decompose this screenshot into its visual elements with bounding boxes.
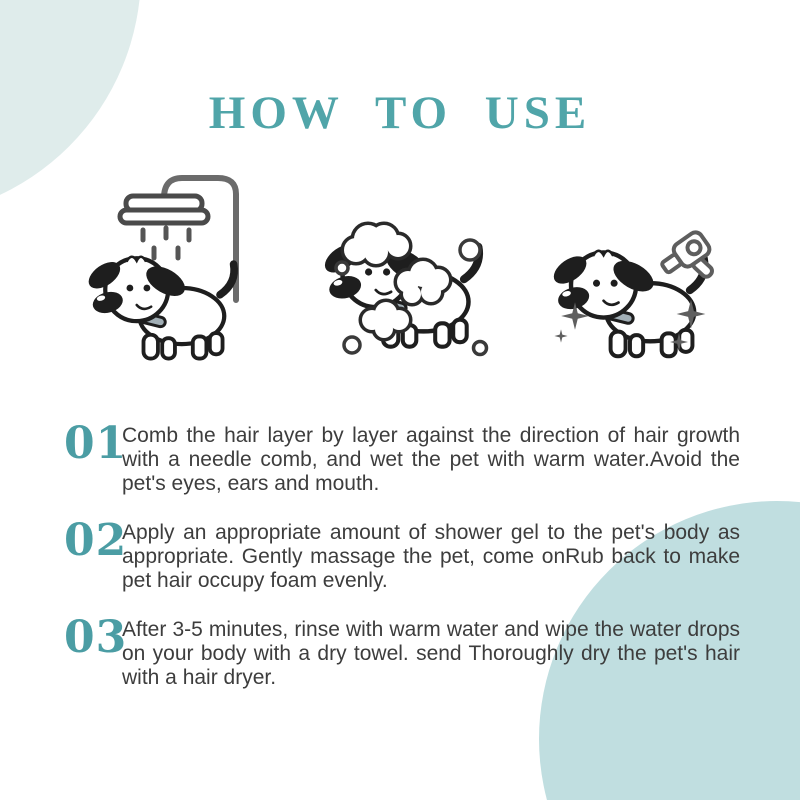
water-drops-icon (143, 228, 189, 258)
step-text: After 3-5 minutes, rinse with warm water and wipe the water drops on your body with a dry towel. send Thoroughly dry the pet's hair with a hair dryer. (122, 618, 740, 689)
step-number: 03 (64, 612, 128, 663)
step-number: 02 (64, 515, 128, 566)
dog-foam-illustration (312, 212, 497, 372)
page-title: HOW TO USE (208, 87, 592, 139)
dog-dry-illustration (545, 222, 715, 372)
steps-list (64, 418, 740, 715)
step-item-1 (64, 418, 740, 496)
step-text: Comb the hair layer by layer against the direction of hair growth with a needle comb, and wet the pet with warm water.Avoid the pet's eyes, ears and mouth. (122, 424, 740, 495)
dog-shower-illustration (80, 168, 265, 373)
dog-icon (84, 257, 234, 359)
step-number: 01 (64, 418, 128, 469)
step-item-2 (64, 515, 740, 593)
step-item-3 (64, 612, 740, 690)
step-text: Apply an appropriate amount of shower gel to the pet's body as appropriate. Gently massage the pet, come onRub back to make pet hair occupy foam evenly. (122, 521, 740, 592)
